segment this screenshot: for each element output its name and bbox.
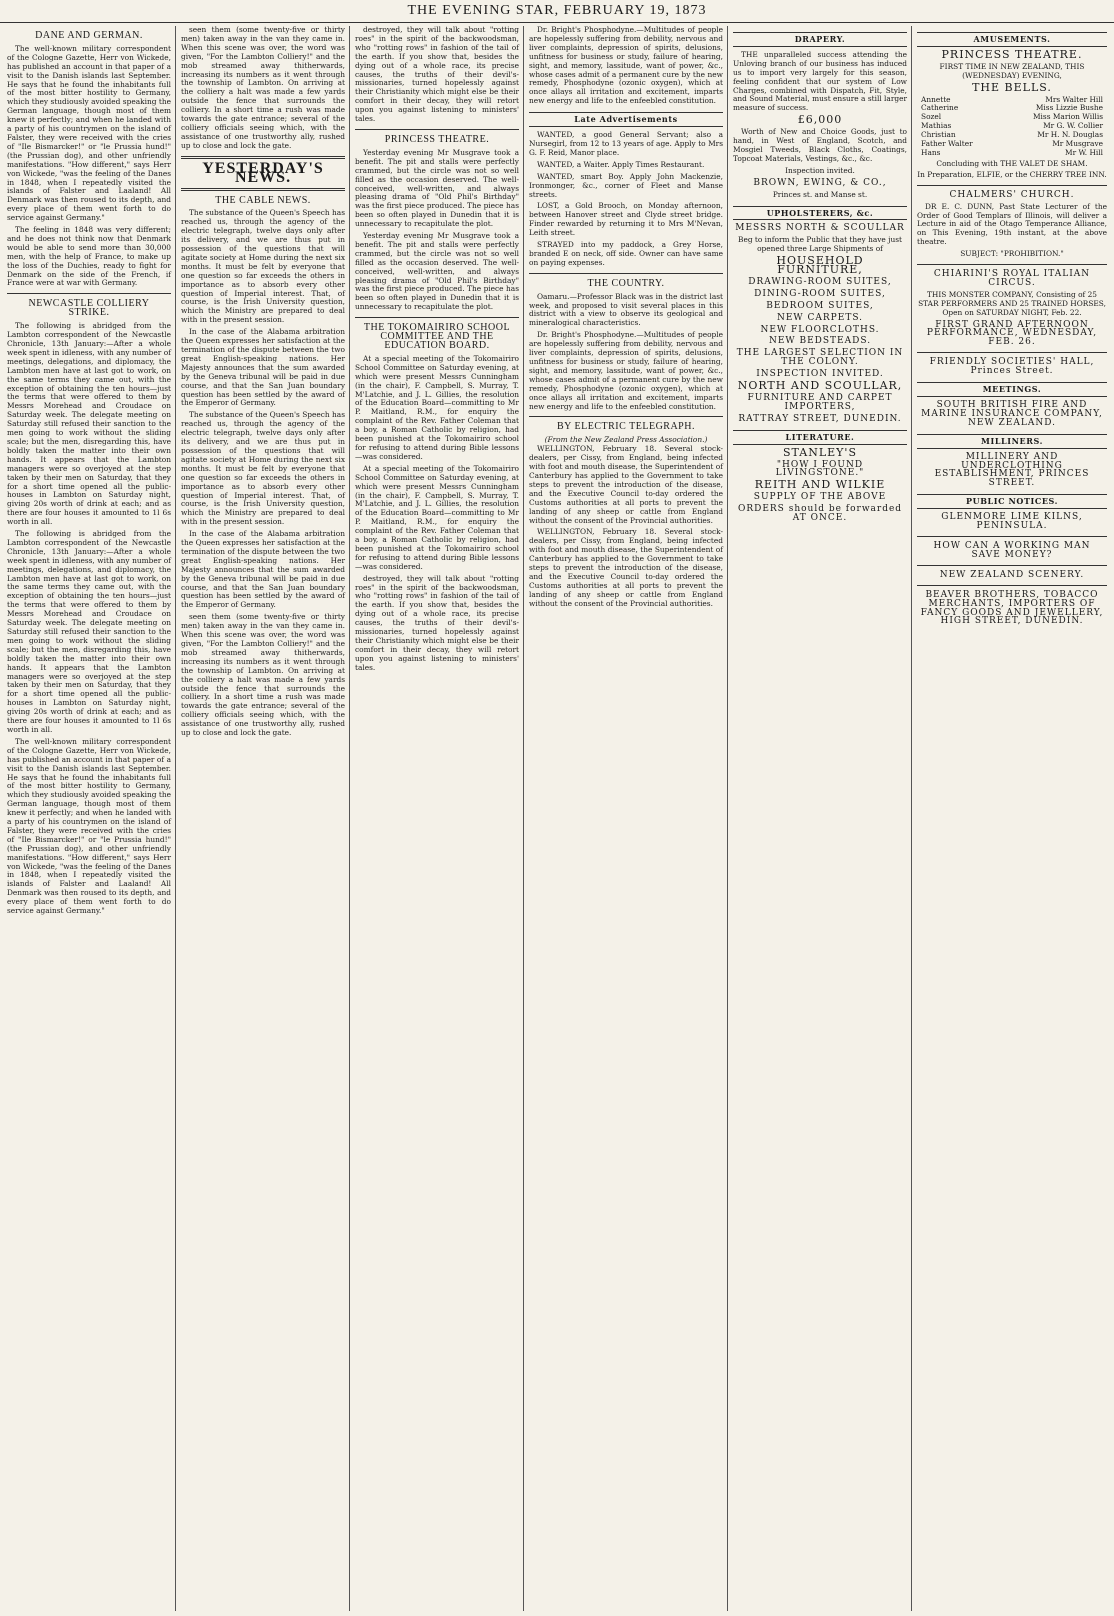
advertisement-amount: £6,000 [797,113,843,127]
advertisement-text: THIS MONSTER COMPANY, Consisting of 25 STAR PERFORMERS AND 25 TRAINED HORSES, Open on SATURDAY NIGHT, Feb. 22. [918,289,1106,317]
article-paragraph: The feeling in 1848 was very different; and he does not think now that Denmark would be able to send more than 30,000 men, with the help of France, to make up the loss of the Duchies, ready to fight for Denmark on the side of the French, if France were at war with Germany. [7,225,171,288]
article-paragraph: destroyed, they will talk about "rotting roes" in the spirit of the backwoodsman, who "rotting rows" in fashion of the tail of the earth. If you show that, besides the dying out of a whole race, its precise causes, the truths of their devil's-missionaries, turned hopelessly against their Christianity which might else be their comfort in their decay, they will retort upon you against listening to ministers' tales. [355,26,519,124]
divider [917,536,1107,537]
advertisement-display-line: NEW BEDSTEADS. [768,336,872,347]
article-paragraph: The substance of the Queen's Speech has reached us, through the agency of the electric telegraph, twelve days only after its delivery, and we are thus put in possession of the questions that will agitate society at Home during the next six months. It must be felt by everyone that one question so far exceeds the others in importance as to absorb every other question of Imperial interest. That, of course, is the Irish University question, which the Ministry are prepared to deal with in the present session. [181,208,345,325]
column-rule [175,26,176,1611]
divider [917,352,1107,353]
advertisement-display-line: ORDERS should be forwarded AT ONCE. [737,504,903,524]
section-heading: YESTERDAY'S NEWS. [202,159,324,186]
advertisement-display-line: HOUSEHOLD FURNITURE, [776,254,864,277]
advertisement-text: SUBJECT: "PROHIBITION." [960,249,1064,259]
section-banner: MEETINGS. [917,382,1107,397]
advertisement-text: Beg to inform the Public that they have just opened three Large Shipments of [738,235,902,254]
article-paragraph: At a special meeting of the Tokomairiro School Committee on Saturday evening, at which were present Messrs Cunningham (in the chair), F. Campbell, S. Murray, T. M'Latchie, and J. L. Gillies, the resolution of the Education Board—committing to Mr P. Maitland, R.M., for enquiry the complaint of the Rev. Father Coleman that a boy, a Roman Catholic by religion, had been punished at the Tokomairiro school for refusing to attend during Bible lessons—was considered. [355,353,519,461]
advertisement-display-line: PRINCESS THEATRE. [941,47,1083,61]
column-3 [352,26,522,1611]
advertisement-display-line: CHALMERS' CHURCH. [949,189,1075,200]
classified-ad: LOST, a Gold Brooch, on Monday afternoon, between Hanover street and Clyde street bridge. Finder rewarded by returning it to Mrs M'Nevan, Leith street. [529,201,723,238]
section-banner: LITERATURE. [733,430,907,445]
article-paragraph: Yesterday evening Mr Musgrave took a benefit. The pit and stalls were perfectly crammed, but the circle was not so well filled as the occasion deserved. The well-conceived, well-written, and always pleasing drama of "Old Phil's Birthday" was the first piece produced. The piece has been so often played in Dunedin that it is unnecessary to recapitulate the plot. [355,231,519,312]
advertisement-display-line: SOUTH BRITISH FIRE AND MARINE INSURANCE COMPANY, NEW ZEALAND. [921,400,1103,428]
advertisement-display-line: MILLINERY AND UNDERCLOTHING ESTABLISHMENT, PRINCES STREET. [934,451,1090,489]
article-paragraph: In the case of the Alabama arbitration the Queen expresses her satisfaction at the termination of the dispute between the two great English-speaking nations. Her Majesty announces that the sum awarded by the Geneva tribunal will be paid in due course, and that the San Juan boundary question has been settled by the award of the Emperor of Germany. [181,529,345,610]
article-heading: NEWCASTLE COLLIERY STRIKE. [28,298,150,319]
advertisement-display-line: HOW CAN A WORKING MAN SAVE MONEY? [933,540,1091,560]
cast-row: Mathias Mr G. W. Collier [921,121,1103,131]
divider [529,273,723,274]
divider [7,293,171,294]
article-subheading: (From the New Zealand Press Association.) [544,435,708,445]
column-1 [4,26,174,1611]
advertiser-name: MESSRS NORTH & SCOULLAR [735,223,905,234]
advertisement-text: Worth of New and Choice Goods, just to hand, in West of England, Scotch, and Mosgiel Tweeds, Black Cloths, Coatings, Topcoat Materials, Vestings, &c., &c. [733,127,907,163]
divider [917,565,1107,566]
article-paragraph: At a special meeting of the Tokomairiro School Committee on Saturday evening, at which were present Messrs Cunningham (in the chair), F. Campbell, S. Murray, T. M'Latchie, and J. L. Gillies, the resolution of the Education Board—committing to Mr P. Maitland, R.M., for enquiry the complaint of the Rev. Father Coleman that a boy, a Roman Catholic by religion, had been punished at the Tokomairiro school for refusing to attend during Bible lessons—was considered. [355,463,519,571]
advertisement-text: In Preparation, ELFIE, or the CHERRY TREE INN. [917,169,1107,179]
divider [181,156,345,159]
advertisement-display-line: NEW CARPETS. [776,312,864,323]
article-paragraph: WELLINGTON, February 18. Several stock-dealers, per Cissy, from England, being infected with foot and mouth disease, the Superintendent of Canterbury has applied to the Government to take steps to prevent the introduction of the disease, and the Executive Council to-day ordered the Customs authorities at all ports to prevent the landing of any sheep or cattle from England without the consent of the Provincial authorities. [529,444,723,525]
article-paragraph: Oamaru.—Professor Black was in the district last week, and proposed to visit several places in this district with a view to observe its geological and mineralogical characteristics. [529,291,723,328]
section-banner: PUBLIC NOTICES. [917,494,1107,509]
advertisement-display-line: FURNITURE AND CARPET IMPORTERS, [747,393,893,412]
cast-row: Catherine Miss Lizzie Bushe [921,103,1103,113]
advertisement-text: FIRST TIME IN NEW ZEALAND, THIS (WEDNESDAY) EVENING, [939,61,1085,80]
advertisement-display-line: FRIENDLY SOCIETIES' HALL, Princes Street. [929,357,1095,377]
advertiser-name: NORTH AND SCOULLAR, [737,379,903,393]
cast-row: Sozel Miss Marion Willis [921,112,1103,122]
article-paragraph: The well-known military correspondent of the Cologne Gazette, Herr von Wickede, has published an account in that paper of a visit to the Danish islands last September. He says that he found the inhabitants full of the most bitter hostility to Germany, which they studiously avoided speaking the German language, though most of them knew it perfectly; and when he landed with a party of his countrymen on the island of Falster, they were received with the cries of "Ile Bismarcker!" or "le Prussia hund!" (the Prussian dog), and other unfriendly manifestations. "How different," says Herr von Wickede, "was the feeling of the Danes in 1848, when I repeatedly visited the islands of Falster and Laaland! All Denmark was then roused to its depth, and every place of them went forth to do service against Germany." [7,736,171,916]
column-5 [730,26,910,1611]
advertisement-display-line: FIRST GRAND AFTERNOON PERFORMANCE, WEDNESDAY, FEB. 26. [926,319,1098,348]
article-paragraph: destroyed, they will talk about "rotting roes" in the spirit of the backwoodsman, who "rotting rows" in fashion of the tail of the earth. If you show that, besides the dying out of a whole race, its precise causes, the truths of their devil's-missionaries, turned hopelessly against their Christianity which might else be their comfort in their decay, they will retort upon you against listening to ministers' tales. [355,573,519,672]
article-paragraph: The following is abridged from the Lambton correspondent of the Newcastle Chronicle, 13th January:—After a whole week spent in idleness, with any number of meetings, delegations, and diplomacy, the Lambton men have at last got to work, on the same terms they came out, with the exception of obtaining the ten hours—just the terms that were offered to them by Messrs Morehead and Croudace on Saturday week. The delegate meeting on Saturday still refused their sanction to the men going to work without the sliding scale; but the men, disregarding this, have boldly taken the matter into their own hands. It appears that the Lambton managers were so overjoyed at the step taken by their men on Saturday, that they for a short time opened all the public-houses in Lambton on Saturday night, giving 20s worth of drink at each; and as there are four houses it amounted to 1l 6s worth in all. [7,529,171,734]
advertiser-name: REITH AND WILKIE [754,478,886,492]
column-rule [727,26,728,1611]
advertiser-name: BROWN, EWING, & CO., [753,177,887,188]
advertisement-display-line: "HOW I FOUND LIVINGSTONE." [775,459,865,479]
classified-ad: WANTED, a good General Servant; also a Nursegirl, from 12 to 13 years of age. Apply to Mrs G. F. Reid, Manor place. [529,130,723,157]
section-banner: Late Advertisements [529,112,723,127]
divider [917,585,1107,586]
article-paragraph: Dr. Bright's Phosphodyne.—Multitudes of people are hopelessly suffering from debility, nervous and liver complaints, depression of spirits, delusions, unfitness for business or study, failure of hearing, sight, and memory, lassitude, want of power, &c., whose cases admit of a permanent cure by the new remedy, Phosphodyne (ozonic oxygen), which at once allays all irritation and excitement, imparts new energy and life to the enfeebled constitution. [529,26,723,106]
advertisement-text: Concluding with THE VALET DE SHAM. [936,158,1088,168]
advertiser-address: RATTRAY STREET, DUNEDIN. [738,413,902,424]
masthead: THE EVENING STAR, FEBRUARY 19, 1873 [0,0,1114,23]
section-banner: UPHOLSTERERS, &c. [733,206,907,221]
article-paragraph: The well-known military correspondent of the Cologne Gazette, Herr von Wickede, has published an account in that paper of a visit to the Danish islands last September. He says that he found the inhabitants full of the most bitter hostility to Germany, which they studiously avoided speaking the German language, though most of them knew it perfectly; and when he landed with a party of his countrymen on the island of Falster, they were received with the cries of "Ile Bismarcker!" or "le Prussia hund!" (the Prussian dog), and other unfriendly manifestations. "How different," says Herr von Wickede, "was the feeling of the Danes in 1848, when I repeatedly visited the islands of Falster and Laaland! All Denmark was then roused to its depth, and every place of them went forth to do service against Germany." [7,43,171,223]
advertisement-display-line: NEW ZEALAND SCENERY. [939,569,1085,580]
column-2 [178,26,348,1611]
advertisement-display-line: BEAVER BROTHERS, TOBACCO MERCHANTS, IMPORTERS OF FANCY GOODS AND JEWELLERY, HIGH STREET, DUNEDIN. [920,589,1104,627]
advertisement-display-line: SUPPLY OF THE ABOVE [753,492,887,503]
article-paragraph: Yesterday evening Mr Musgrave took a benefit. The pit and stalls were perfectly crammed, but the circle was not so well filled as the occasion deserved. The well-conceived, well-written, and always pleasing drama of "Old Phil's Birthday" was the first piece produced. The piece has been so often played in Dunedin that it is unnecessary to recapitulate the plot. [355,147,519,229]
advertisement-display-line: THE LARGEST SELECTION IN THE COLONY. [736,348,904,368]
cast-row: Father Walter Mr Musgrave [921,139,1103,149]
advertisement-text: THE unparalleled success attending the Unloving branch of our business has induced us to import very largely for this season, feeling confident that our system of Low Charges, combined with Dispatch, Fit, Style, and Sound Material, must ensure a still larger measure of success. [733,49,907,113]
divider [917,264,1107,265]
article-heading: THE TOKOMAIRIRO SCHOOL COMMITTEE AND THE EDUCATION BOARD. [363,322,511,351]
cast-row: Christian Mr H. N. Douglas [921,130,1103,140]
advertisement-display-line: INSPECTION INVITED. [756,369,884,380]
article-paragraph: WELLINGTON, February 18. Several stock-dealers, per Cissy, from England, being infected with foot and mouth disease, the Superintendent of Canterbury has applied to the Government to take steps to prevent the introduction of the disease, and the Executive Council to-day ordered the Customs authorities at all ports to prevent the landing of any sheep or cattle from England without the consent of the Provincial authorities. [529,527,723,608]
article-paragraph: In the case of the Alabama arbitration the Queen expresses her satisfaction at the termination of the dispute between the two great English-speaking nations. Her Majesty announces that the sum awarded by the Geneva tribunal will be paid in due course, and that the San Juan boundary question has been settled by the award of the Emperor of Germany. [181,327,345,408]
article-paragraph: The substance of the Queen's Speech has reached us, through the agency of the electric telegraph, twelve days only after its delivery, and we are thus put in possession of the questions that will agitate society at Home during the next six months. It must be felt by everyone that one question so far exceeds the others in importance as to absorb every other question of Imperial interest. That, of course, is the Irish University question, which the Ministry are prepared to deal with in the present session. [181,410,345,527]
classified-ad: WANTED, smart Boy. Apply John Mackenzie, Ironmonger, &c., corner of Fleet and Manse streets. [529,171,723,199]
divider [355,317,519,318]
column-rule [349,26,350,1611]
advertisement-display-line: GLENMORE LIME KILNS, PENINSULA. [941,512,1083,532]
article-paragraph: The following is abridged from the Lambton correspondent of the Newcastle Chronicle, 13th January:—After a whole week spent in idleness, with any number of meetings, delegations, and diplomacy, the Lambton men have at last got to work, on the same terms they came out, with the exception of obtaining the ten hours—just the terms that were offered to them by Messrs Morehead and Croudace on Saturday week. The delegate meeting on Saturday still refused their sanction to the men going to work without the sliding scale; but the men, disregarding this, have boldly taken the matter into their own hands. It appears that the Lambton managers were so overjoyed at the step taken by their men on Saturday, that they for a short time opened all the public-houses in Lambton on Saturday night, giving 20s worth of drink at each; and as there are four houses it amounted to 1l 6s worth in all. [7,321,171,527]
cast-list [917,96,1107,158]
article-heading: THE COUNTRY. [587,277,665,289]
article-heading: DANE AND GERMAN. [35,30,143,41]
advertiser-address: Princes st. and Manse st. [772,189,868,199]
article-paragraph: seen them (some twenty-five or thirty men) taken away in the van they came in. When this scene was over, the word was given, "For the Lambton Colliery!" and the mob streamed away thitherwards, increasing its numbers as it went through the township of Lambton. On arriving at the colliery a halt was made a few yards outside the fence that surrounds the colliery. In a short time a rush was made towards the gate entrance; several of the colliery officials seeing which, with the assistance of one trustworthy ally, rushed up to close and lock the gate. [181,26,345,150]
divider [529,416,723,417]
cast-row: Annette Mrs Walter Hill [921,94,1103,104]
advertisement-text: DR E. C. DUNN, Past State Lecturer of the Order of Good Templars of Illinois, will deliver a Lecture in aid of the Otago Temperance Alliance, on This Evening, 19th instant, at the above theatre. [917,201,1107,247]
article-paragraph: seen them (some twenty-five or thirty men) taken away in the van they came in. When this scene was over, the word was given, "For the Lambton Colliery!" and the mob streamed away thitherwards, increasing its numbers as it went through the township of Lambton. On arriving at the colliery a halt was made a few yards outside the fence that surrounds the colliery. In a short time a rush was made towards the gate entrance; several of the colliery officials seeing which, with the assistance of one trustworthy ally, rushed up to close and lock the gate. [181,612,345,738]
advertisement-display-line: BEDROOM SUITES, [766,300,874,311]
advertisement-display-line: CHIARINI'S ROYAL ITALIAN CIRCUS. [933,269,1091,288]
classified-ad: STRAYED into my paddock, a Grey Horse, branded E on neck, off side. Owner can have same on paying expenses. [529,240,723,267]
column-6 [914,26,1110,1611]
section-banner: MILLINERS. [917,434,1107,449]
divider [181,188,345,191]
classified-ad: WANTED, a Waiter. Apply Times Restaurant. [537,159,705,169]
advertisement-display-line: THE BELLS. [972,80,1052,94]
advertisement-display-line: STANLEY'S [783,445,857,459]
cast-row: Hans Mr W. Hill [921,147,1103,157]
article-paragraph: Dr. Bright's Phosphodyne.—Multitudes of people are hopelessly suffering from debility, nervous and liver complaints, depression of spirits, delusions, unfitness for business or study, failure of hearing, sight, and memory, lassitude, want of power, &c., whose cases admit of a permanent cure by the new remedy, Phosphodyne (ozonic oxygen), which at once allays all irritation and excitement, imparts new energy and life to the enfeebled constitution. [529,330,723,411]
section-banner: AMUSEMENTS. [917,32,1107,47]
advertisement-note: Inspection invited. [785,165,855,175]
divider [917,185,1107,186]
advertisement-display-line: DRAWING-ROOM SUITES, [748,276,892,287]
advertisement-display-line: DINING-ROOM SUITES, [754,288,886,299]
advertisement-display-line: NEW FLOORCLOTHS. [760,324,880,335]
column-rule [523,26,524,1611]
divider [355,129,519,130]
section-banner: DRAPERY. [733,32,907,47]
article-heading: BY ELECTRIC TELEGRAPH. [557,421,695,433]
column-4 [526,26,726,1611]
article-heading: THE CABLE NEWS. [215,194,311,206]
article-heading: PRINCESS THEATRE. [384,133,490,145]
column-rule [911,26,912,1611]
